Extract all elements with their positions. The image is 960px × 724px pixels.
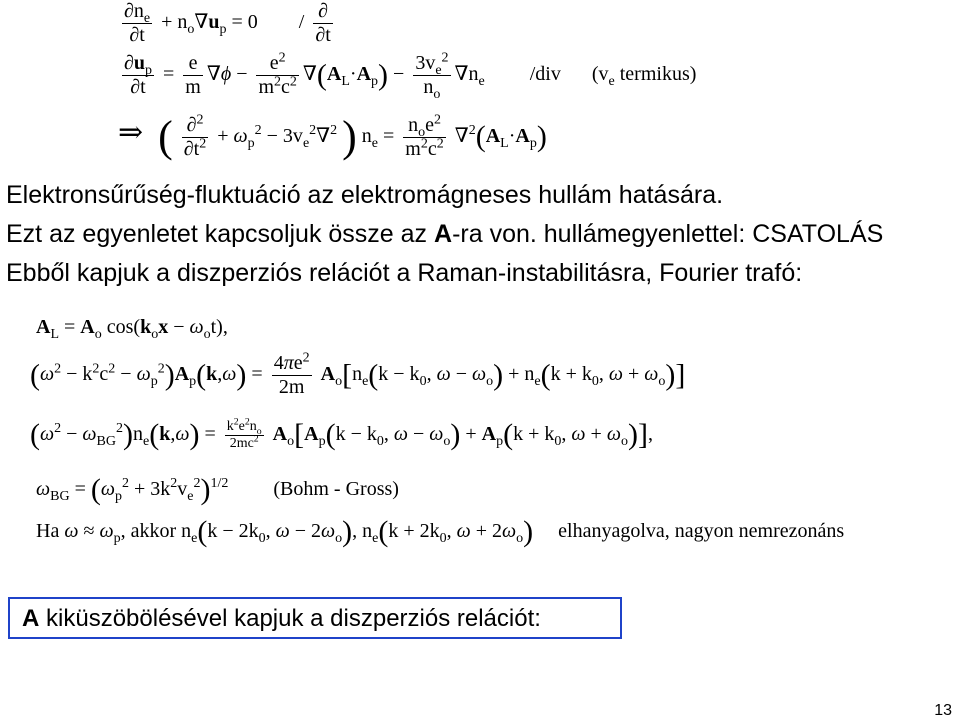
equation-continuity: $\frac{\partial n_e}{\partial t}$ + $n_o\nabla u_p = 0$ / $\frac{\partial}{\partial t}$ <box>124 0 331 46</box>
conclusion-text: kiküszöbölésével kapjuk a diszperziós relációt: <box>39 605 541 632</box>
equation-momentum: $\frac{\partial u_p}{\partial t}$ = $\frac{e}{m}$ ∇ϕ − $\frac{e^2}{m^2c^2}$ $\nabla(A_L\cdot A_p)$ − $\frac{3v_e^2}{n_o}$ $\nabla n_e$ /div ($v_e$ termikus) <box>124 50 697 102</box>
equation-resonance: Ha $\omega \approx \omega_p$, akkor $n_e(k - 2k_0$, $\omega - 2\omega_o$), $n_e(k + 2k_0$, $\omega + 2\omega_o$) elhanyagolva, nagyon nemrezonáns <box>36 515 845 548</box>
text-line-1: Elektronsűrűség-fluktuáció az elektromágneses hullám hatására. <box>6 181 724 209</box>
equation-bohm-gross: $\omega_{BG} = (\omega_p^2 + 3k^2v_e^2)^{1/2}$ (Bohm - Gross) <box>36 473 399 506</box>
text-line-2-before: Ezt az egyenletet kapcsoljuk össze az <box>6 220 435 248</box>
text-line-3: Ebből kapjuk a diszperziós relációt a Raman-instabilitásra, Fourier trafó: <box>6 259 803 287</box>
page-number: 13 <box>934 702 952 719</box>
text-line-2-after: -ra von. hullámegyenlettel: CSATOLÁS <box>452 220 884 248</box>
conclusion-bold: A <box>22 605 40 632</box>
equation-wave: ⇒ ( $\frac{\partial^2}{\partial t^2}$ + $\omega_p^2 - 3v_e^2\nabla^2$ ) $n_e$ = $\frac{n_oe^2}{m^2c^2}$ $\nabla^2(A_L\cdot A_p)$ <box>118 112 547 161</box>
text-line-2-bold: A <box>434 220 453 248</box>
equation-dispersion-1: $(\omega^2 - k^2c^2 - \omega_p^2)A_p(k,\omega)$ = $\frac{4\pi e^2}{2m}$ $A_o[n_e(k - k_0$, $\omega - \omega_o) + n_e(k + k_0$, $\omega + \omega_o$)] <box>30 350 686 398</box>
conclusion-box <box>8 597 622 639</box>
text-line-2 <box>6 220 883 249</box>
equation-pump: $A_L = A_o$ $\cos(k_ox - \omega_ot)$, <box>36 316 228 342</box>
equation-dispersion-2: $(\omega^2 - \omega_{BG}^2)n_e(k,\omega)$ = $\frac{k^2e^2n_o}{2mc^2}$ $A_o[A_p(k - k_0$, $\omega - \omega_o) + A_p(k + k_0$, $\omega + \omega_o$)], <box>30 416 653 451</box>
